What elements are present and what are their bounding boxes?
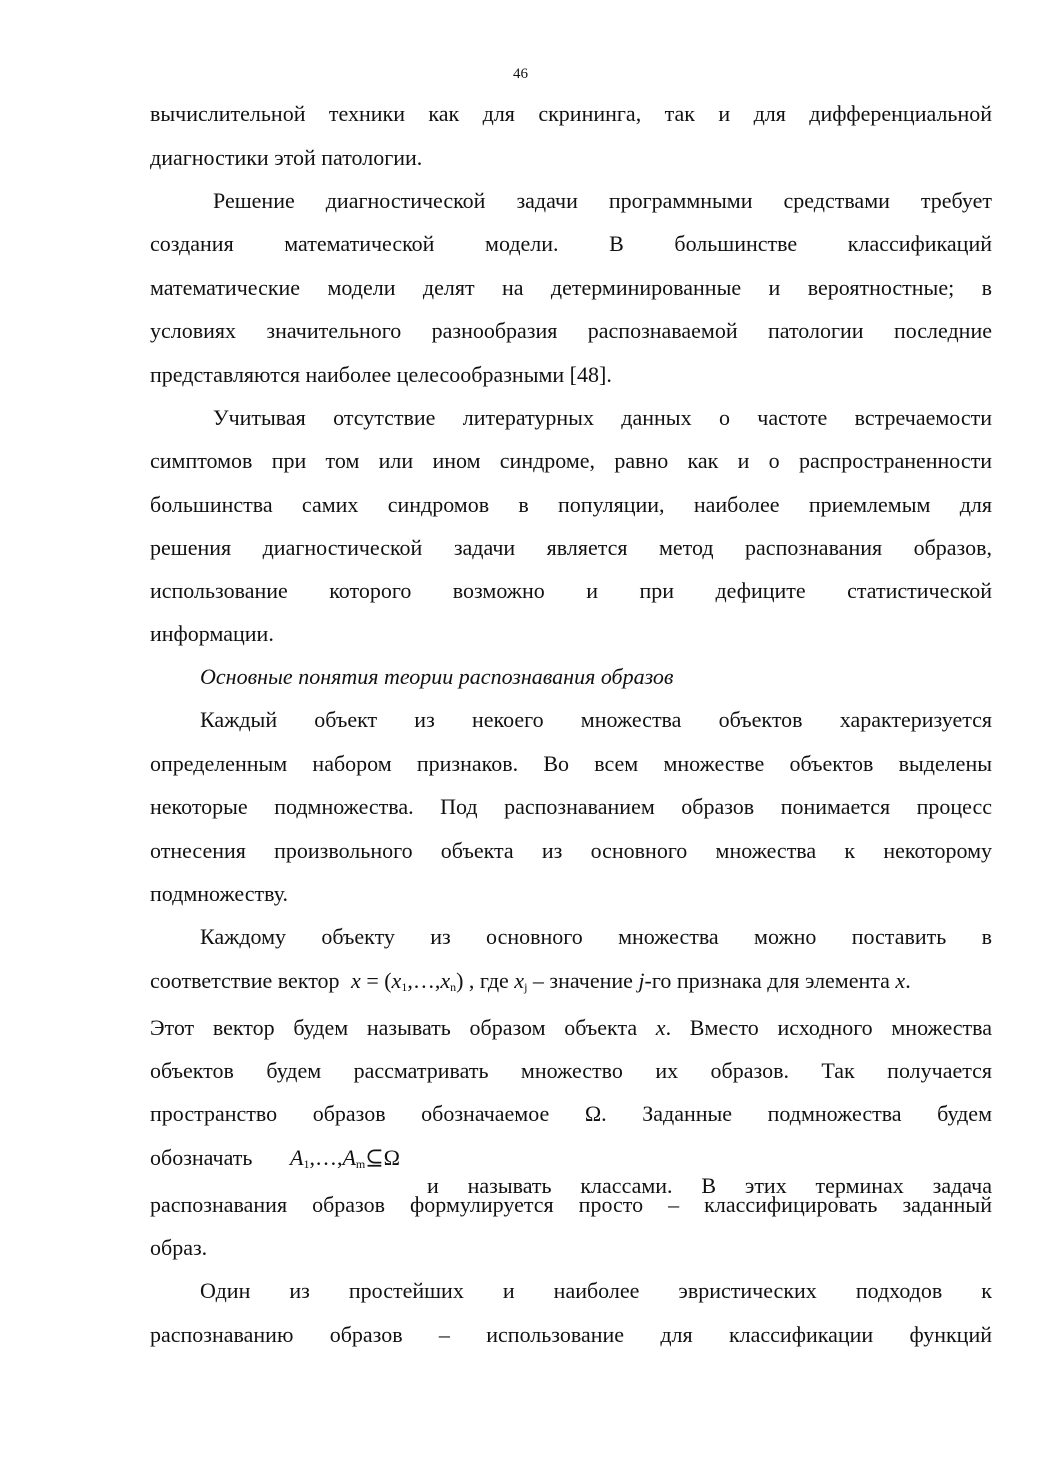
text-line: некоторые подмножества. Под распознаванием образов понимается процесс bbox=[150, 794, 992, 819]
text-line: определенным набором признаков. Во всем множестве объектов выделены bbox=[150, 751, 992, 776]
subscript: j bbox=[524, 980, 528, 994]
section-heading: Основные понятия теории распознавания образов bbox=[200, 664, 674, 689]
page-number: 46 bbox=[513, 66, 528, 82]
vector-formula: $x = (x_1,\dots,x_n)$ bbox=[351, 968, 464, 994]
variable: j bbox=[638, 968, 645, 993]
text-line: пространство образов обозначаемое Ω. Заданные подмножества будем bbox=[150, 1101, 992, 1126]
text-line: большинства самих синдромов в популяции, наиболее приемлемым для bbox=[150, 492, 992, 517]
text-fragment: . bbox=[905, 968, 911, 993]
text-line: математические модели делят на детерминированные и вероятностные; в bbox=[150, 275, 992, 300]
text-line: решения диагностической задачи является метод распознавания образов, bbox=[150, 535, 992, 560]
text-line: вычислительной техники как для скрининга, так и для дифференциальной bbox=[150, 101, 992, 126]
text-fragment: – значение bbox=[532, 968, 633, 993]
text-line: симптомов при том или ином синдроме, равно как и о распространенности bbox=[150, 448, 992, 473]
text-line: подмножеству. bbox=[150, 881, 289, 906]
text-fragment: обозначать bbox=[150, 1145, 253, 1170]
text-fragment: -го признака для элемента bbox=[644, 968, 890, 993]
text-line: диагностики этой патологии. bbox=[150, 145, 423, 170]
text-line: Каждому объекту из основного множества можно поставить в bbox=[200, 924, 992, 949]
text-line: образ. bbox=[150, 1235, 208, 1260]
text-line: использование которого возможно и при дефиците статистической bbox=[150, 578, 992, 603]
text-line: Решение диагностической задачи программными средствами требует bbox=[213, 188, 992, 213]
text-fragment: соответствие вектор bbox=[150, 968, 340, 993]
text-line: Каждый объект из некоего множества объектов характеризуется bbox=[200, 707, 992, 732]
text-line: распознаванию образов – использование для классификации функций bbox=[150, 1322, 992, 1347]
text-line: отнесения произвольного объекта из основного множества к некоторому bbox=[150, 838, 992, 863]
text-line-formula bbox=[150, 967, 992, 995]
text-line: информации. bbox=[150, 621, 274, 646]
text-line: Учитывая отсутствие литературных данных о частоте встречаемости bbox=[213, 405, 992, 430]
variable: x bbox=[895, 968, 906, 993]
text-line: представляются наиболее целесообразными [48]. bbox=[150, 362, 612, 387]
text-fragment: и называть классами. В этих терминах задача bbox=[427, 1173, 992, 1198]
text-line: объектов будем рассматривать множество их образов. Так получается bbox=[150, 1058, 992, 1083]
text-fragment: , где bbox=[468, 968, 509, 993]
text-line: распознавания образов формулируется просто – классифицировать заданный bbox=[150, 1192, 992, 1217]
variable: x bbox=[514, 968, 525, 993]
text-line: Один из простейших и наиболее эвристических подходов к bbox=[200, 1278, 992, 1303]
class-set-formula: $A_1,\dots,A_m⊆\Omega$ bbox=[290, 1145, 401, 1171]
text-line: Этот вектор будем называть образом объекта x. Вместо исходного множества bbox=[150, 1015, 992, 1040]
text-line-formula bbox=[150, 1144, 992, 1198]
text-line: создания математической модели. В большинстве классификаций bbox=[150, 231, 992, 256]
text-line: условиях значительного разнообразия распознаваемой патологии последние bbox=[150, 318, 992, 343]
